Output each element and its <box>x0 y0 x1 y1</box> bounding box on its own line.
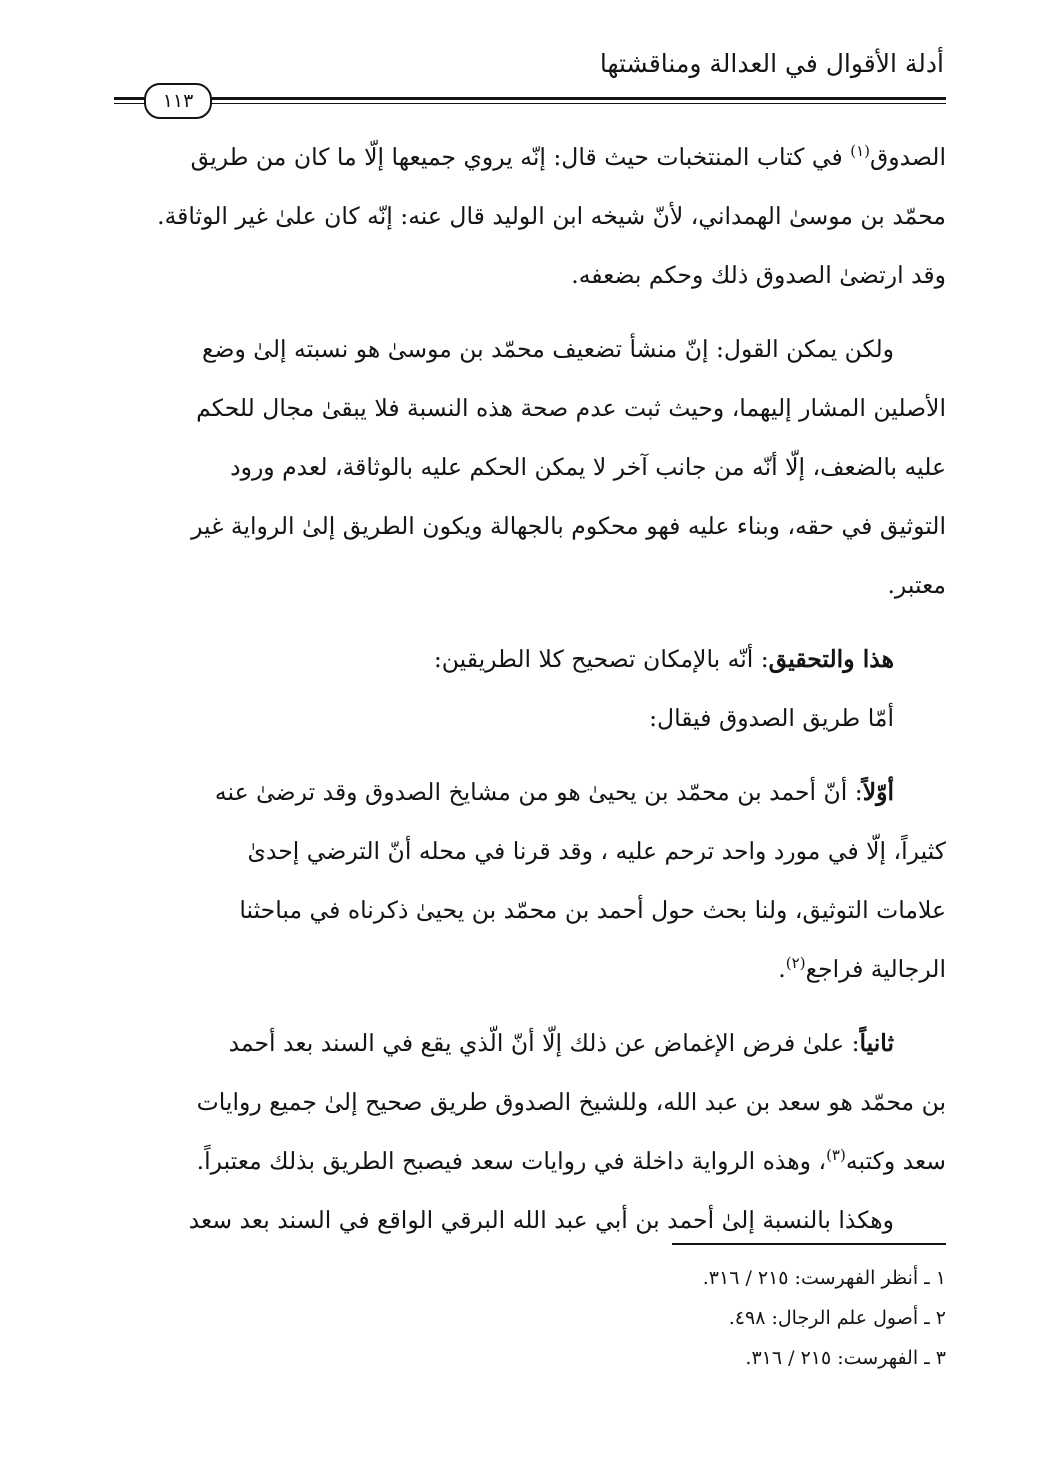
text-line: أمّا طريق الصدوق فيقال: <box>649 704 894 732</box>
text-line <box>114 1014 946 1073</box>
text-line: التوثيق في حقه، وبناء عليه فهو محكوم بالجهالة ويكون الطريق إلىٰ الرواية غير <box>191 512 946 540</box>
text-span: في كتاب المنتخبات حيث قال: إنّه يروي جميعها إلّا ما كان من طريق <box>190 143 851 171</box>
header-rule-thin <box>114 103 946 104</box>
footnote-separator <box>672 1243 946 1245</box>
page-number: ١١٣ <box>144 83 212 119</box>
paragraph-5 <box>114 763 946 999</box>
text-span: : علىٰ فرض الإغماض عن ذلك إلّا أنّ الّذي يقع في السند بعد أحمد <box>228 1029 860 1057</box>
footnote-2: ٢ ـ أصول علم الرجال: ٤٩٨. <box>728 1307 946 1329</box>
text-span: الرجالية فراجع <box>805 955 946 983</box>
text-span: سعد وكتبه <box>845 1147 946 1175</box>
running-title: أدلة الأقوال في العدالة ومناقشتها <box>599 49 944 78</box>
footnote-marker: (٢) <box>785 954 806 972</box>
paragraph-6 <box>114 1014 946 1191</box>
paragraph-2 <box>114 320 946 615</box>
text-line: الأصلين المشار إليهما، وحيث ثبت عدم صحة هذه النسبة فلا يبقىٰ مجال للحكم <box>196 394 946 422</box>
text-line: محمّد بن موسىٰ الهمداني، لأنّ شيخه ابن الوليد قال عنه: إنّه كان علىٰ غير الوثاقة. <box>157 202 946 230</box>
bold-lead: هذا والتحقيق <box>768 645 894 673</box>
text-line <box>114 630 946 689</box>
text-line: كثيراً، إلّا في مورد واحد ترحم عليه ، وقد قرنا في محله أنّ الترضي إحدىٰ <box>247 837 946 865</box>
paragraph-4 <box>114 689 946 748</box>
footnotes <box>114 1258 946 1378</box>
text-line: عليه بالضعف، إلّا أنّه من جانب آخر لا يمكن الحكم عليه بالوثاقة، لعدم ورود <box>230 453 946 481</box>
paragraph-3 <box>114 630 946 689</box>
text-span: : أنّ أحمد بن محمّد بن يحيىٰ هو من مشايخ الصدوق وقد ترضىٰ عنه <box>214 778 863 806</box>
body-text <box>114 128 946 1250</box>
bold-lead: ثانياً <box>859 1029 894 1057</box>
text-line: ولكن يمكن القول: إنّ منشأ تضعيف محمّد بن موسىٰ هو نسبته إلىٰ وضع <box>202 335 894 363</box>
text-line: علامات التوثيق، ولنا بحث حول أحمد بن محمّد بن يحيىٰ ذكرناه في مباحثنا <box>239 896 946 924</box>
text-line: معتبر. <box>887 571 946 599</box>
footnote-3: ٣ ـ الفهرست: ٢١٥ / ٣١٦. <box>745 1347 946 1369</box>
paragraph-7 <box>114 1191 946 1250</box>
footnote-marker: (١) <box>850 142 870 160</box>
paragraph-1 <box>114 128 946 305</box>
text-line: وهكذا بالنسبة إلىٰ أحمد بن أبي عبد الله البرقي الواقع في السند بعد سعد <box>188 1206 894 1234</box>
text-line <box>114 128 946 187</box>
text-line: بن محمّد هو سعد بن عبد الله، وللشيخ الصدوق طريق صحيح إلىٰ جميع روايات <box>196 1088 946 1116</box>
text-line <box>114 763 946 822</box>
text-span: : أنّه بالإمكان تصحيح كلا الطريقين: <box>433 645 769 673</box>
text-line <box>114 1132 946 1191</box>
text-line <box>114 940 946 999</box>
text-span: . <box>778 955 786 983</box>
header-rule-thick <box>114 97 946 100</box>
text-line: وقد ارتضىٰ الصدوق ذلك وحكم بضعفه. <box>571 261 946 289</box>
text-span: ، وهذه الرواية داخلة في روايات سعد فيصبح الطريق بذلك معتبراً. <box>196 1147 827 1175</box>
footnote-1: ١ ـ أنظر الفهرست: ٢١٥ / ٣١٦. <box>702 1267 946 1289</box>
text-span: الصدوق <box>870 143 946 171</box>
bold-lead: أوّلاً <box>862 778 894 806</box>
footnote-marker: (٣) <box>826 1146 846 1164</box>
